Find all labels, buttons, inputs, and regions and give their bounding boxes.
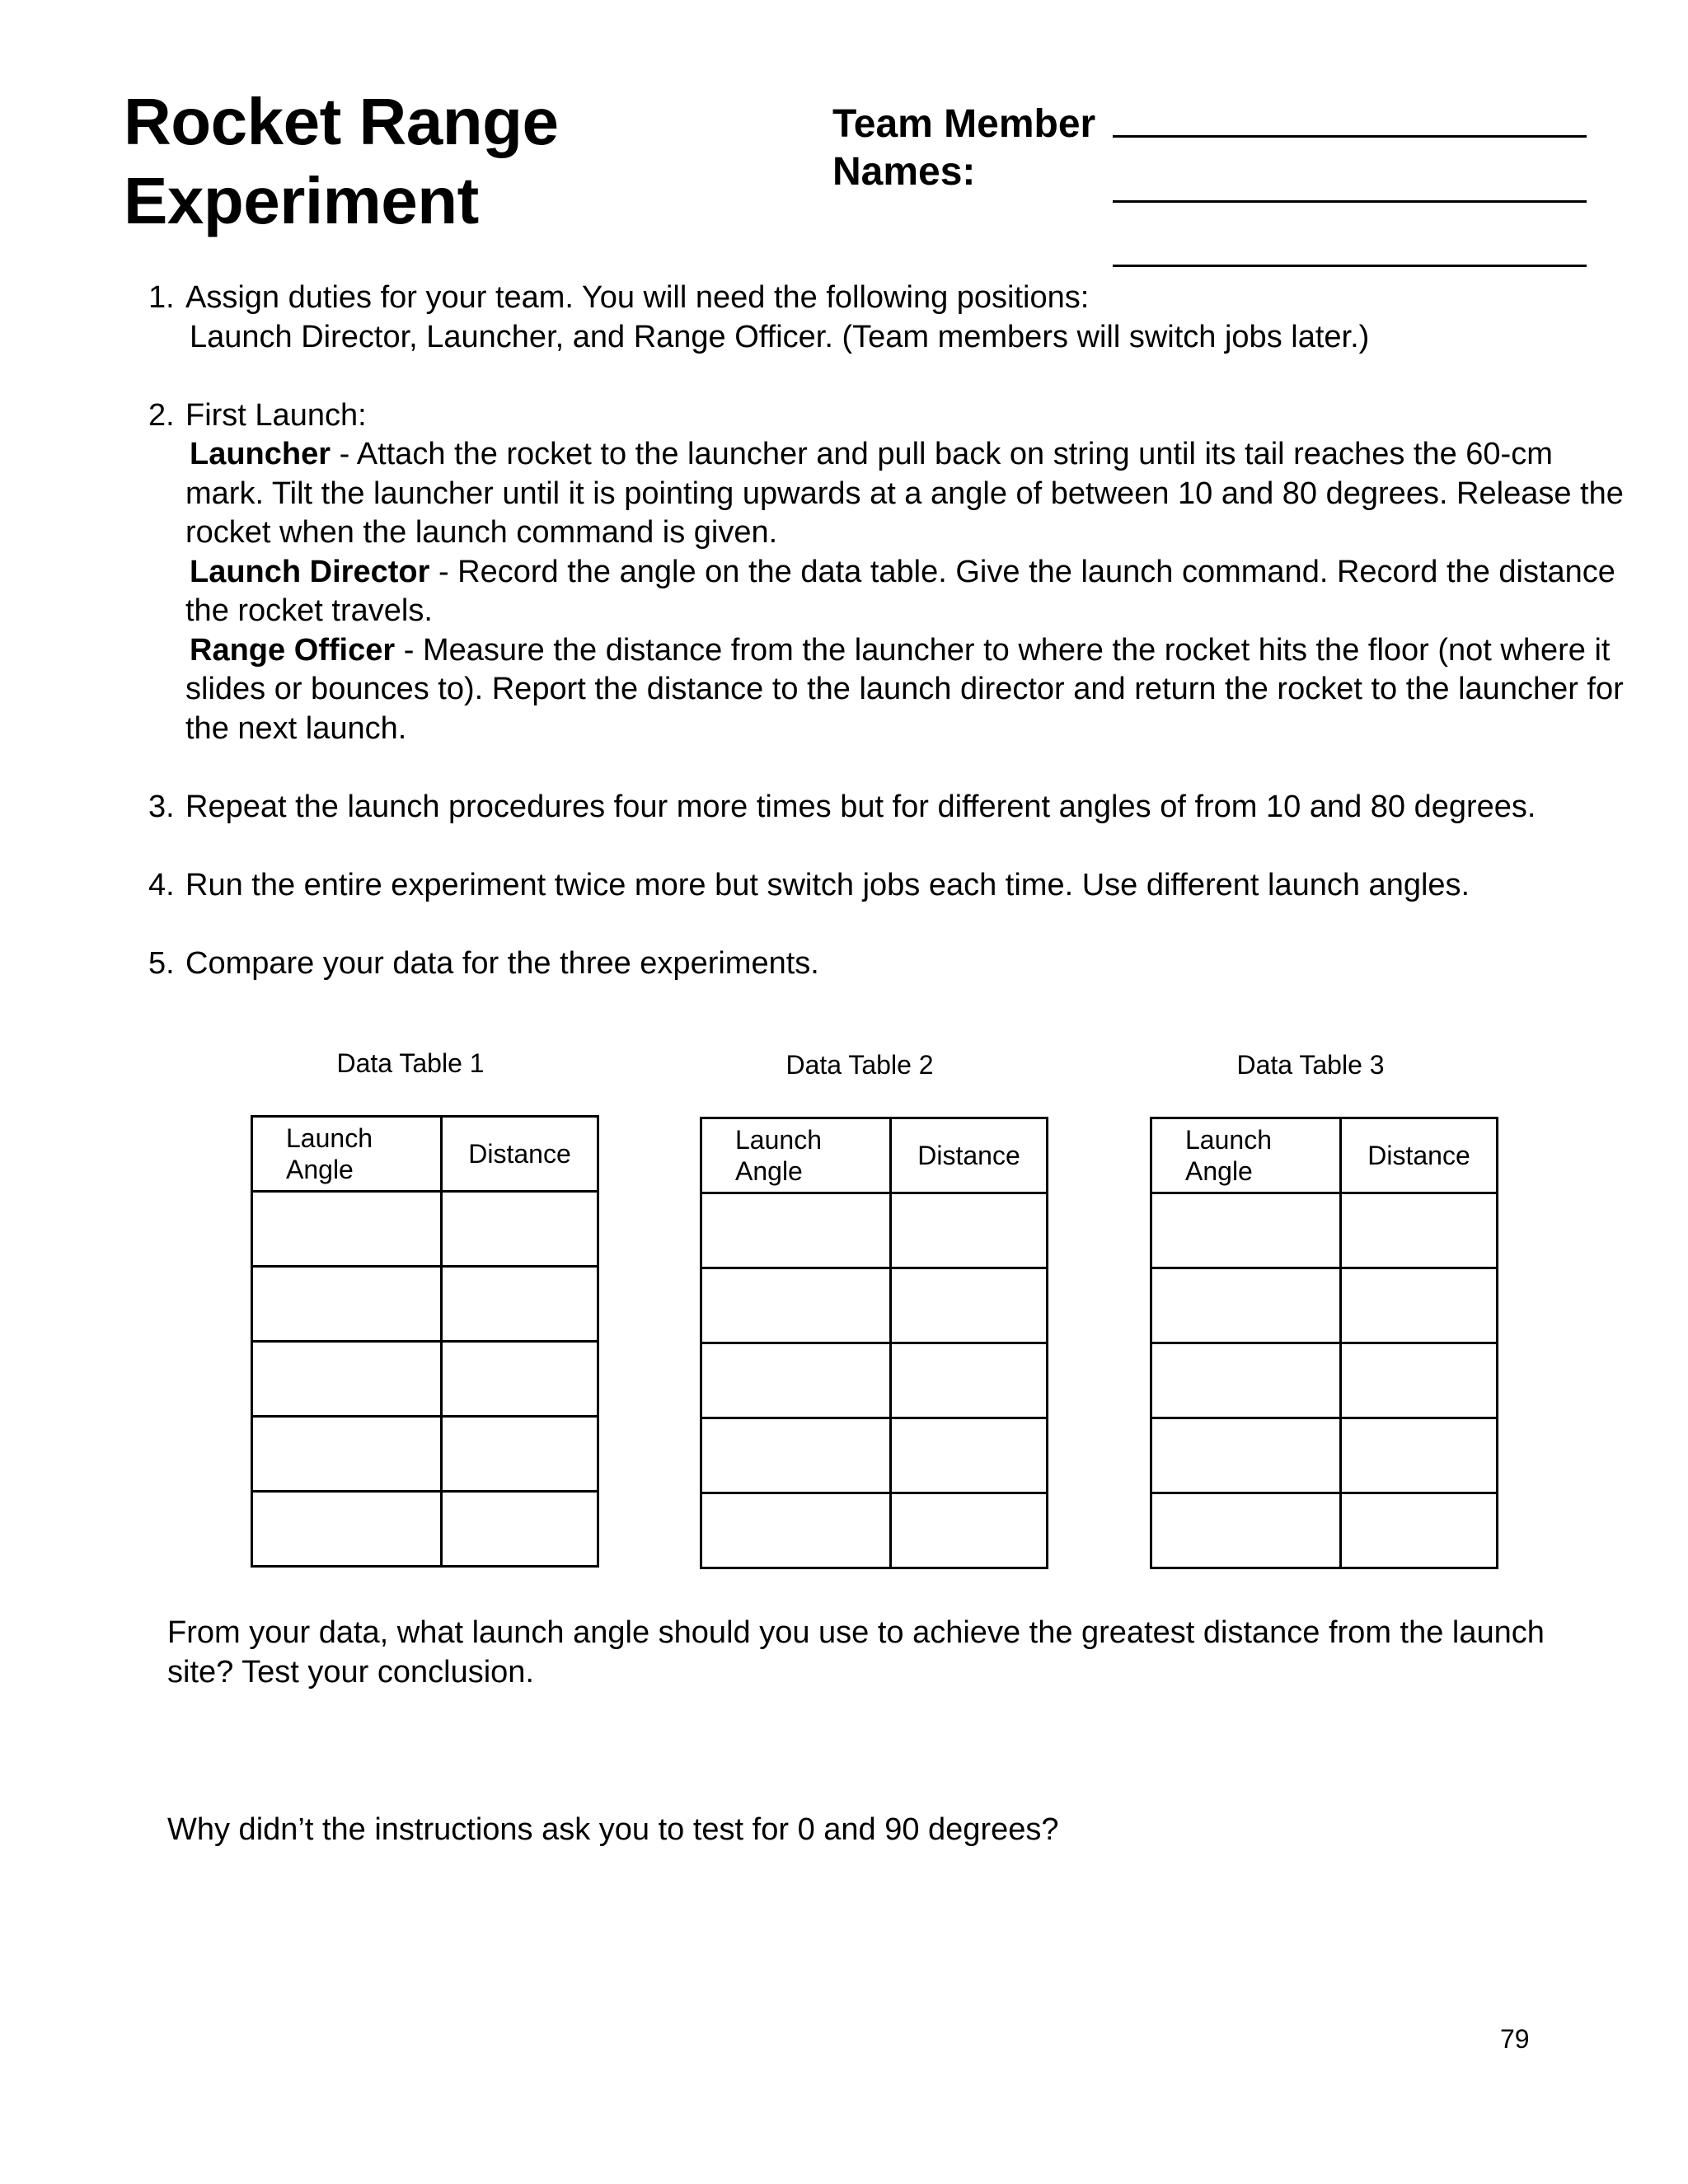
title-line-1: Rocket Range bbox=[124, 85, 559, 158]
step-3-text: Repeat the launch procedures four more times but for different angles of from 10 and 80 degrees. bbox=[185, 789, 1536, 824]
table-row bbox=[701, 1343, 1048, 1418]
table-row bbox=[1151, 1418, 1498, 1493]
team-name-line-2[interactable] bbox=[1113, 200, 1587, 203]
header-text: Launch bbox=[286, 1123, 373, 1153]
step-2-heading: First Launch: bbox=[185, 397, 367, 433]
distance-cell[interactable] bbox=[1341, 1418, 1498, 1493]
launch-director-duty bbox=[185, 553, 1624, 631]
table-row bbox=[701, 1268, 1048, 1343]
data-table-3 bbox=[1150, 1117, 1498, 1569]
step-5 bbox=[148, 944, 1624, 984]
question-zero-ninety-degrees: Why didn’t the instructions ask you to test for 0 and 90 degrees? bbox=[167, 1812, 1059, 1847]
distance-cell[interactable] bbox=[442, 1342, 598, 1417]
table-header-row bbox=[1151, 1118, 1498, 1193]
distance-cell[interactable] bbox=[891, 1343, 1048, 1418]
launch-angle-cell[interactable] bbox=[701, 1493, 891, 1568]
table-row bbox=[252, 1342, 598, 1417]
table-header-row bbox=[701, 1118, 1048, 1193]
distance-cell[interactable] bbox=[1341, 1268, 1498, 1343]
table-row bbox=[1151, 1493, 1498, 1568]
launch-angle-cell[interactable] bbox=[701, 1193, 891, 1268]
step-number: 1. bbox=[148, 280, 175, 315]
table-row bbox=[1151, 1268, 1498, 1343]
launch-angle-cell[interactable] bbox=[252, 1192, 442, 1267]
distance-cell[interactable] bbox=[1341, 1193, 1498, 1268]
launcher-duty bbox=[185, 435, 1624, 553]
launch-angle-cell[interactable] bbox=[1151, 1268, 1341, 1343]
question-greatest-distance: From your data, what launch angle should you use to achieve the greatest distance from the launch site? Test your conclusion. bbox=[167, 1615, 1545, 1690]
distance-cell[interactable] bbox=[891, 1493, 1048, 1568]
distance-cell[interactable] bbox=[891, 1418, 1048, 1493]
table-row bbox=[701, 1493, 1048, 1568]
step-number: 5. bbox=[148, 945, 175, 981]
distance-header: Distance bbox=[442, 1117, 598, 1192]
table-header-row bbox=[252, 1117, 598, 1192]
step-number: 2. bbox=[148, 397, 175, 433]
title-line-2: Experiment bbox=[124, 164, 479, 237]
launch-director-role-label: Launch Director bbox=[190, 554, 430, 589]
launch-director-duty-text: - Record the angle on the data table. Give the launch command. Record the distance the rocket travels. bbox=[185, 554, 1615, 628]
table-row bbox=[1151, 1343, 1498, 1418]
launch-angle-header bbox=[701, 1118, 891, 1193]
range-officer-duty-text: - Measure the distance from the launcher to where the rocket hits the floor (not where it slides or bounces to). Report the distance to the launch director and return the rocket to the launcher for the next launch. bbox=[185, 632, 1624, 746]
step-1 bbox=[148, 279, 1624, 357]
launch-angle-cell[interactable] bbox=[252, 1342, 442, 1417]
distance-header: Distance bbox=[1341, 1118, 1498, 1193]
team-member-label bbox=[832, 101, 1095, 196]
table-row bbox=[701, 1418, 1048, 1493]
team-label-line-2: Names: bbox=[832, 150, 976, 194]
step-number: 4. bbox=[148, 867, 175, 902]
header-text: Angle bbox=[735, 1156, 803, 1186]
header-text: Launch bbox=[735, 1125, 822, 1155]
range-officer-duty bbox=[185, 631, 1624, 749]
team-name-line-1[interactable] bbox=[1113, 135, 1587, 138]
data-table-1 bbox=[251, 1115, 599, 1568]
header-text: Launch bbox=[1185, 1125, 1272, 1155]
step-1-line-2: Launch Director, Launcher, and Range Officer. (Team members will switch jobs later.) bbox=[190, 319, 1370, 354]
distance-cell[interactable] bbox=[442, 1192, 598, 1267]
table-row bbox=[1151, 1193, 1498, 1268]
table-row bbox=[252, 1267, 598, 1342]
launcher-duty-text: - Attach the rocket to the launcher and pull back on string until its tail reaches the 60-cm mark. Tilt the launcher until it is pointing upwards at a angle of between 10 and 80 degrees. Release the rocket when the launch command is given. bbox=[185, 437, 1624, 550]
header-text: Angle bbox=[1185, 1156, 1253, 1186]
table-row bbox=[252, 1192, 598, 1267]
launch-angle-header bbox=[1151, 1118, 1341, 1193]
page-number: 79 bbox=[1500, 2024, 1530, 2054]
distance-header: Distance bbox=[891, 1118, 1048, 1193]
distance-cell[interactable] bbox=[1341, 1493, 1498, 1568]
step-1-line-1: Assign duties for your team. You will need the following positions: bbox=[185, 280, 1090, 315]
distance-cell[interactable] bbox=[891, 1268, 1048, 1343]
table-row bbox=[252, 1492, 598, 1567]
distance-cell[interactable] bbox=[442, 1492, 598, 1567]
launch-angle-cell[interactable] bbox=[1151, 1343, 1341, 1418]
distance-cell[interactable] bbox=[1341, 1343, 1498, 1418]
distance-cell[interactable] bbox=[442, 1267, 598, 1342]
launch-angle-cell[interactable] bbox=[701, 1343, 891, 1418]
page-title bbox=[124, 82, 558, 241]
launch-angle-cell[interactable] bbox=[252, 1492, 442, 1567]
launch-angle-cell[interactable] bbox=[1151, 1193, 1341, 1268]
step-number: 3. bbox=[148, 789, 175, 824]
distance-cell[interactable] bbox=[442, 1417, 598, 1492]
range-officer-role-label: Range Officer bbox=[190, 632, 396, 668]
table-row bbox=[701, 1193, 1048, 1268]
team-label-line-1: Team Member bbox=[832, 102, 1096, 146]
step-2 bbox=[148, 396, 1624, 749]
step-4 bbox=[148, 866, 1624, 906]
distance-cell[interactable] bbox=[891, 1193, 1048, 1268]
team-name-line-3[interactable] bbox=[1113, 265, 1587, 267]
launch-angle-header bbox=[252, 1117, 442, 1192]
header-text: Angle bbox=[286, 1155, 354, 1184]
launch-angle-cell[interactable] bbox=[252, 1417, 442, 1492]
launch-angle-cell[interactable] bbox=[1151, 1418, 1341, 1493]
table-row bbox=[252, 1417, 598, 1492]
launcher-role-label: Launcher bbox=[190, 437, 331, 471]
data-table-3-caption: Data Table 3 bbox=[1236, 1050, 1385, 1080]
data-table-1-caption: Data Table 1 bbox=[336, 1048, 485, 1078]
launch-angle-cell[interactable] bbox=[1151, 1493, 1341, 1568]
step-3 bbox=[148, 788, 1624, 827]
launch-angle-cell[interactable] bbox=[701, 1418, 891, 1493]
step-4-text: Run the entire experiment twice more but switch jobs each time. Use different launch angles. bbox=[185, 867, 1470, 902]
step-5-text: Compare your data for the three experiments. bbox=[185, 945, 819, 981]
launch-angle-cell[interactable] bbox=[252, 1267, 442, 1342]
data-table-2-caption: Data Table 2 bbox=[785, 1050, 934, 1080]
instructions-list bbox=[148, 279, 1624, 983]
data-table-2 bbox=[700, 1117, 1048, 1569]
launch-angle-cell[interactable] bbox=[701, 1268, 891, 1343]
